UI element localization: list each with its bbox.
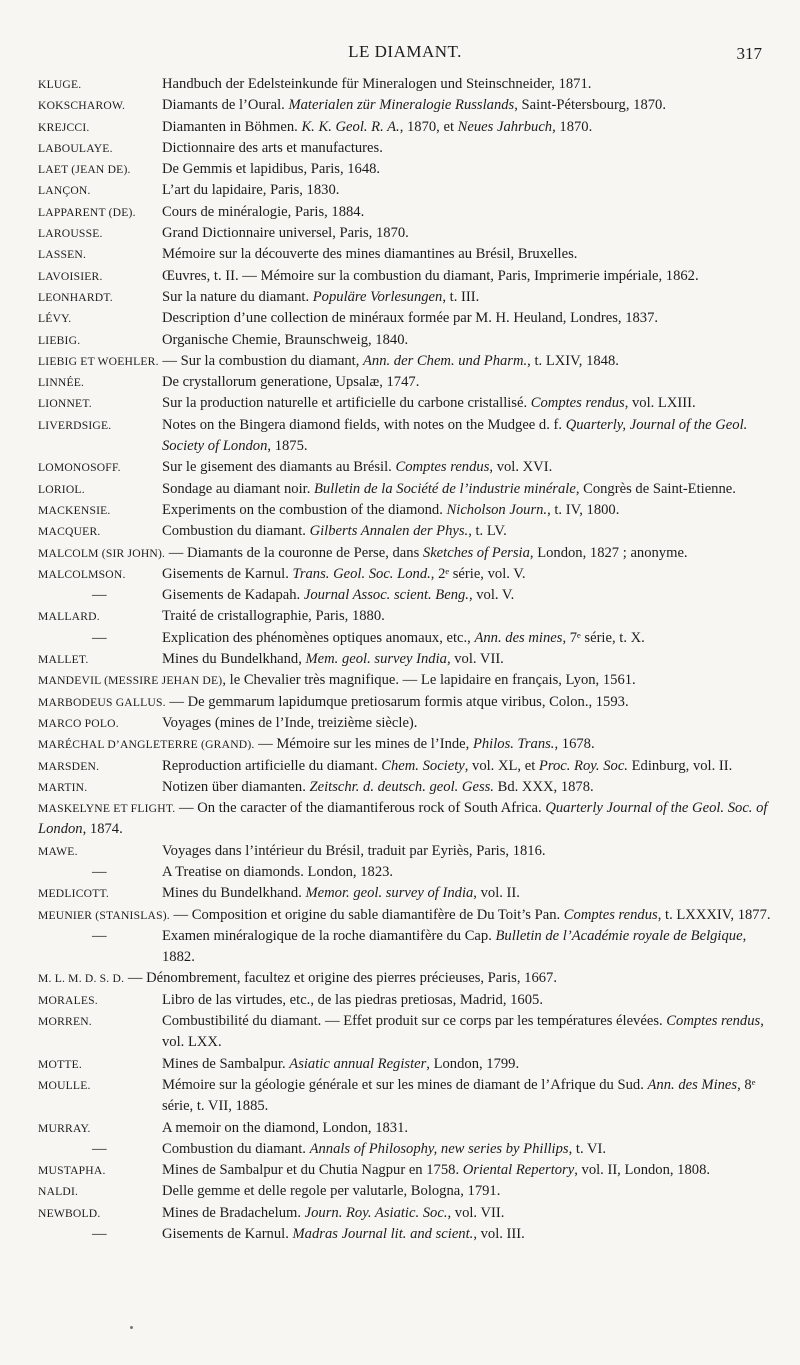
entry-text-run: Sur le gisement des diamants au Brésil. xyxy=(162,459,396,476)
entry-author: KOKSCHAROW. xyxy=(38,99,126,113)
entry-text-run: Bd. XXX, 1878. xyxy=(493,778,594,795)
entry-text-run: Sur la production naturelle et artificielle du carbone cristallisé. xyxy=(162,395,531,412)
entry-text-run: Diamanten in Böhmen. xyxy=(162,118,302,135)
entry-text-run: — Sur la combustion du diamant, xyxy=(158,352,363,369)
bibliography-entry xyxy=(38,734,780,755)
entry-author: MORREN. xyxy=(38,1015,92,1029)
entry-title-italic: Ann. der Chem. und Pharm. xyxy=(363,352,528,369)
entry-title-italic: Philos. Trans. xyxy=(472,736,555,753)
entry-author: — xyxy=(92,629,107,646)
entry-author: MANDEVIL (MESSIRE JEHAN DE) xyxy=(38,674,223,688)
entry-text xyxy=(162,841,780,862)
entry-title-italic: Neues Jahrbuch xyxy=(457,118,553,135)
bibliography-entry xyxy=(38,159,780,180)
entry-title-italic: Quarterly, Journal of the Geol. Society of London xyxy=(162,416,748,455)
page-header xyxy=(40,42,770,68)
entry-author: NEWBOLD. xyxy=(38,1206,101,1220)
entry-text-run: , le Chevalier très magnifique. — Le lapidaire en français, Lyon, 1561. xyxy=(222,672,636,689)
entry-text-run: , 1875. xyxy=(267,438,308,455)
entry-text xyxy=(162,1203,780,1224)
bibliography-entry xyxy=(38,351,780,372)
entry-text xyxy=(162,1075,780,1118)
entry-text-run: , 1870, et xyxy=(399,118,458,135)
entry-text-run: , vol. VII. xyxy=(447,1204,505,1221)
entry-text xyxy=(162,223,780,244)
entry-title-italic: Ann. des Mines xyxy=(647,1076,738,1093)
entry-author: LORIOL. xyxy=(38,482,85,496)
entry-author: — xyxy=(92,927,107,944)
entry-text xyxy=(162,330,780,351)
entry-text xyxy=(162,372,780,393)
bibliography-entry xyxy=(38,180,780,201)
bibliography-entry xyxy=(38,1224,780,1245)
entry-author: MALLARD. xyxy=(38,610,100,624)
bibliography-entry xyxy=(38,1075,780,1118)
entry-author: LIEBIG ET WOEHLER. xyxy=(38,354,159,368)
entry-title-italic: K. K. Geol. R. A. xyxy=(301,118,400,135)
entry-text-run: De Gemmis et lapidibus, Paris, 1648. xyxy=(162,161,381,178)
entry-author: MUSTAPHA. xyxy=(38,1164,106,1178)
entry-text-run: , London, 1827 ; anonyme. xyxy=(529,544,688,561)
entry-text-run: — De gemmarum lapidumque pretiosarum formis atque viribus, Colon., 1593. xyxy=(165,693,629,710)
entry-author: MALLET. xyxy=(38,653,89,667)
entry-text-run: — Diamants de la couronne de Perse, dans xyxy=(165,544,423,561)
entry-text-run: Notes on the Bingera diamond fields, with notes on the Mudgee d. f. xyxy=(162,416,566,433)
entry-title-italic: Comptes rendus xyxy=(395,459,490,476)
entry-text xyxy=(162,1011,780,1054)
entry-title-italic: Bulletin de l’Académie royale de Belgique xyxy=(495,927,743,944)
entry-text xyxy=(162,1139,780,1160)
entry-author: LABOULAYE. xyxy=(38,141,113,155)
entry-text xyxy=(162,649,780,670)
entry-text-run: Mines de Bradachelum. xyxy=(162,1204,305,1221)
entry-text xyxy=(162,606,780,627)
entry-author: — xyxy=(92,1226,107,1243)
entry-text-run: Description d’une collection de minéraux formée par M. H. Heuland, Londres, 1837. xyxy=(162,310,659,327)
entry-text-run: De crystallorum generatione, Upsalæ, 1747. xyxy=(162,374,420,391)
entry-text-run: Mines de Sambalpur. xyxy=(162,1055,290,1072)
entry-text-run: , t. LXIV, 1848. xyxy=(527,352,619,369)
entry-text-run: Gisements de Kadapah. xyxy=(162,587,304,604)
entry-text-run: , vol. LXX. xyxy=(162,1013,764,1051)
entry-text xyxy=(162,393,780,414)
entry-text xyxy=(162,479,780,500)
entry-author: MURRAY. xyxy=(38,1121,91,1135)
bibliography-entry xyxy=(38,479,780,500)
bibliography-entry xyxy=(38,266,780,287)
bibliography-entry xyxy=(38,415,780,458)
bibliography-entry xyxy=(38,543,780,564)
entry-text-run: Edinburg, vol. II. xyxy=(627,757,733,774)
entry-author: MARTIN. xyxy=(38,780,88,794)
bibliography-entry xyxy=(38,287,780,308)
bibliography-entry xyxy=(38,606,780,627)
bibliography-entry xyxy=(38,202,780,223)
entry-author: LAROUSSE. xyxy=(38,227,103,241)
entry-author: MORALES. xyxy=(38,993,98,1007)
entry-author: KLUGE. xyxy=(38,78,82,91)
bibliography-entry xyxy=(38,95,780,116)
bibliography-entry xyxy=(38,585,780,606)
entry-title-italic: Chem. Society xyxy=(381,757,465,774)
entry-text-run: Mines du Bundelkhand. xyxy=(162,885,306,902)
bibliography-list xyxy=(38,74,780,1245)
entry-text-run: , vol. LXIII. xyxy=(624,395,696,412)
entry-text-run: — Mémoire sur les mines de l’Inde, xyxy=(254,736,473,753)
entry-text-run: Libro de las virtudes, etc., de las piedras pretiosas, Madrid, 1605. xyxy=(162,991,543,1008)
entry-text-run: Experiments on the combustion of the diamond. xyxy=(162,501,447,518)
bibliography-entry xyxy=(38,564,780,585)
entry-text-run: Voyages (mines de l’Inde, treizième siècle). xyxy=(162,714,418,731)
entry-text-run: , 7ᵉ série, t. X. xyxy=(562,629,645,646)
entry-text-run: — Composition et origine du sable diamantifère de Du Toit’s Pan. xyxy=(169,906,564,923)
bibliography-entry xyxy=(38,841,780,862)
entry-text-run: , 1882. xyxy=(162,927,747,966)
entry-text-run: , t. LXXXIV, 1877. xyxy=(657,906,771,923)
entry-text xyxy=(162,1181,780,1202)
entry-title-italic: Madras Journal lit. and scient. xyxy=(292,1226,474,1243)
entry-text-run: Voyages dans l’intérieur du Brésil, traduit par Eyriès, Paris, 1816. xyxy=(162,842,546,859)
bibliography-entry xyxy=(38,990,780,1011)
entry-author: LEONHARDT. xyxy=(38,290,113,304)
bibliography-entry xyxy=(38,74,780,95)
entry-author: MACKENSIE. xyxy=(38,503,111,517)
bibliography-entry xyxy=(38,330,780,351)
entry-author: LANÇON. xyxy=(38,184,91,198)
bibliography-entry xyxy=(38,968,780,989)
entry-text xyxy=(162,926,780,969)
entry-author: MARÉCHAL D’ANGLETERRE (GRAND). xyxy=(38,738,255,752)
bibliography-entry xyxy=(38,777,780,798)
entry-text xyxy=(162,862,780,883)
bibliography-entry xyxy=(38,649,780,670)
entry-author: MOTTE. xyxy=(38,1057,83,1071)
entry-text xyxy=(162,500,780,521)
entry-author: MOULLE. xyxy=(38,1078,91,1092)
bibliography-entry xyxy=(38,1011,780,1054)
entry-text-run: Explication des phénomènes optiques anomaux, etc., xyxy=(162,629,475,646)
entry-text-run: Mémoire sur la géologie générale et sur les mines de diamant de l’Afrique du Sud. xyxy=(162,1076,648,1093)
entry-author: MALCOLM (SIR JOHN). xyxy=(38,546,166,560)
entry-text xyxy=(162,117,780,138)
entry-text-run: , vol. III. xyxy=(473,1226,525,1243)
entry-title-italic: Proc. Roy. Soc. xyxy=(538,757,628,774)
bibliography-entry xyxy=(38,308,780,329)
entry-text xyxy=(162,777,780,798)
bibliography-entry xyxy=(38,117,780,138)
entry-title-italic: Bulletin de la Société de l’industrie minérale xyxy=(314,480,576,497)
entry-author: MARSDEN. xyxy=(38,759,100,773)
entry-author: LIEBIG. xyxy=(38,333,81,347)
bibliography-entry xyxy=(38,244,780,265)
bibliography-entry xyxy=(38,500,780,521)
entry-text xyxy=(162,180,780,201)
entry-text-run: Dictionnaire des arts et manufactures. xyxy=(162,139,383,156)
bibliography-entry xyxy=(38,692,780,713)
entry-author: MASKELYNE ET FLIGHT. xyxy=(38,802,176,816)
entry-text-run: , 1678. xyxy=(554,736,595,753)
entry-text xyxy=(162,585,780,606)
entry-author: LASSEN. xyxy=(38,248,87,262)
entry-text-run: Œuvres, t. II. — Mémoire sur la combustion du diamant, Paris, Imprimerie impériale, 1862. xyxy=(162,267,699,284)
bibliography-entry xyxy=(38,670,780,691)
entry-author: KREJCCI. xyxy=(38,120,90,134)
entry-title-italic: Journal Assoc. scient. Beng. xyxy=(303,587,469,604)
entry-text-run: Gisements de Karnul. xyxy=(162,1226,293,1243)
entry-author: MACQUER. xyxy=(38,525,101,539)
entry-text xyxy=(162,308,780,329)
entry-title-italic: Comptes rendus xyxy=(530,395,625,412)
bibliography-entry xyxy=(38,905,780,926)
entry-title-italic: Mem. geol. survey India xyxy=(305,651,447,668)
entry-text xyxy=(162,244,780,265)
entry-text-run: , t. III. xyxy=(442,288,480,305)
entry-text-run: Notizen über diamanten. xyxy=(162,778,310,795)
entry-author: LAVOISIER. xyxy=(38,269,103,283)
entry-text-run: , vol. II. xyxy=(473,885,520,902)
entry-text-run: , t. IV, 1800. xyxy=(547,501,620,518)
entry-title-italic: Sketches of Persia xyxy=(422,544,530,561)
running-title: LE DIAMANT. xyxy=(348,42,462,61)
entry-text-run: Mines du Bundelkhand, xyxy=(162,651,306,668)
entry-text-run: , vol. XL, et xyxy=(464,757,539,774)
entry-title-italic: Oriental Repertory xyxy=(462,1162,575,1179)
entry-text-run: — Dénombrement, facultez et origine des pierres précieuses, Paris, 1667. xyxy=(124,970,557,987)
bibliography-entry xyxy=(38,1203,780,1224)
entry-text-run: Combustion du diamant. xyxy=(162,1140,310,1157)
entry-text-run: , t. VI. xyxy=(568,1140,607,1157)
bibliography-entry xyxy=(38,713,780,734)
bibliography-entry xyxy=(38,372,780,393)
entry-text-run: Sur la nature du diamant. xyxy=(162,288,313,305)
entry-text xyxy=(162,713,780,734)
entry-text xyxy=(162,202,780,223)
entry-text xyxy=(162,990,780,1011)
entry-text xyxy=(162,756,780,777)
entry-text-run: , vol. VII. xyxy=(446,651,504,668)
bibliography-entry xyxy=(38,457,780,478)
entry-author: MALCOLMSON. xyxy=(38,567,126,581)
entry-text-run: , 1874. xyxy=(82,821,123,838)
entry-text xyxy=(162,95,780,116)
bibliography-entry xyxy=(38,628,780,649)
entry-text xyxy=(162,1224,780,1245)
entry-author: MARBODEUS GALLUS. xyxy=(38,695,166,709)
entry-author: MEDLICOTT. xyxy=(38,887,110,901)
entry-text xyxy=(162,138,780,159)
entry-author: — xyxy=(92,1140,107,1157)
entry-title-italic: Ann. des mines xyxy=(474,629,563,646)
entry-text xyxy=(162,74,780,95)
entry-text xyxy=(162,1160,780,1181)
entry-text xyxy=(162,159,780,180)
bibliography-entry xyxy=(38,798,780,841)
entry-text-run: Mines de Sambalpur et du Chutia Nagpur en 1758. xyxy=(162,1162,463,1179)
entry-text-run: , vol. V. xyxy=(468,587,515,604)
entry-title-italic: Comptes rendus xyxy=(666,1013,761,1030)
entry-text-run: Reproduction artificielle du diamant. xyxy=(162,757,382,774)
entry-text-run: A Treatise on diamonds. London, 1823. xyxy=(162,863,394,880)
entry-text xyxy=(162,883,780,904)
entry-title-italic: Comptes rendus xyxy=(563,906,658,923)
entry-text xyxy=(162,1118,780,1139)
entry-text-run: Grand Dictionnaire universel, Paris, 1870. xyxy=(162,225,409,242)
entry-text-run: Gisements de Karnul. xyxy=(162,565,293,582)
entry-text-run: — On the caracter of the diamantiferous rock of South Africa. xyxy=(175,800,546,817)
entry-text-run: , 8ᵉ série, t. VII, 1885. xyxy=(162,1076,756,1115)
entry-text-run: , Congrès de Saint-Etienne. xyxy=(575,480,736,497)
entry-title-italic: Trans. Geol. Soc. Lond. xyxy=(292,565,431,582)
entry-text-run: Sondage au diamant noir. xyxy=(162,480,314,497)
entry-author: LIONNET. xyxy=(38,397,92,411)
entry-text-run: Delle gemme et delle regole per valutarle, Bologna, 1791. xyxy=(162,1183,501,1200)
entry-text-run: Combustion du diamant. xyxy=(162,523,310,540)
entry-text xyxy=(162,287,780,308)
entry-text xyxy=(162,266,780,287)
entry-author: LÉVY. xyxy=(38,312,72,326)
entry-text xyxy=(162,521,780,542)
entry-title-italic: Journ. Roy. Asiatic. Soc. xyxy=(304,1204,448,1221)
bibliography-entry xyxy=(38,223,780,244)
entry-text-run: Cours de minéralogie, Paris, 1884. xyxy=(162,203,365,220)
bibliography-entry xyxy=(38,1118,780,1139)
entry-text-run: , vol. XVI. xyxy=(489,459,553,476)
entry-text xyxy=(162,564,780,585)
entry-text-run: , t. LV. xyxy=(468,523,507,540)
entry-author: MAWE. xyxy=(38,844,78,858)
entry-text-run: Combustibilité du diamant. — Effet produit sur ce corps par les températures élevées. xyxy=(162,1013,667,1030)
entry-text xyxy=(162,457,780,478)
entry-text-run: Diamants de l’Oural. xyxy=(162,97,289,114)
bibliography-entry xyxy=(38,138,780,159)
entry-title-italic: Asiatic annual Register xyxy=(289,1055,427,1072)
entry-text-run: L’art du lapidaire, Paris, 1830. xyxy=(162,182,340,199)
entry-title-italic: Materialen zür Mineralogie Russlands xyxy=(288,97,515,114)
entry-title-italic: Gilberts Annalen der Phys. xyxy=(309,523,469,540)
bibliography-entry xyxy=(38,521,780,542)
entry-text-run: Traité de cristallographie, Paris, 1880. xyxy=(162,608,385,625)
entry-text xyxy=(162,415,780,458)
entry-text-run: Handbuch der Edelsteinkunde für Mineralogen und Steinschneider, 1871. xyxy=(162,76,592,92)
entry-text-run: , 1870. xyxy=(552,118,593,135)
entry-title-italic: Memor. geol. survey of India xyxy=(305,885,474,902)
entry-title-italic: Annals of Philosophy, new series by Phillips xyxy=(309,1140,569,1157)
bibliography-entry xyxy=(38,1054,780,1075)
entry-title-italic: Zeitschr. d. deutsch. geol. Gess. xyxy=(309,778,494,795)
bibliography-entry xyxy=(38,1181,780,1202)
entry-text-run: , Saint-Pétersbourg, 1870. xyxy=(514,97,666,114)
entry-text xyxy=(162,628,780,649)
entry-title-italic: Quarterly Journal of the Geol. Soc. of London xyxy=(38,800,768,838)
entry-author: — xyxy=(92,587,107,604)
entry-text xyxy=(162,1054,780,1075)
entry-text-run: , London, 1799. xyxy=(426,1055,520,1072)
entry-text-run: Examen minéralogique de la roche diamantifère du Cap. xyxy=(162,927,496,944)
paper-speck xyxy=(130,1326,133,1329)
bibliography-entry xyxy=(38,756,780,777)
page-number: 317 xyxy=(736,44,762,63)
entry-text-run: , vol. II, London, 1808. xyxy=(574,1162,711,1179)
bibliography-entry xyxy=(38,393,780,414)
bibliography-entry xyxy=(38,926,780,969)
entry-author: LAPPARENT (DE). xyxy=(38,205,136,219)
bibliography-entry xyxy=(38,862,780,883)
entry-text-run: , 2ᵉ série, vol. V. xyxy=(430,565,526,582)
entry-text-run: Mémoire sur la découverte des mines diamantines au Brésil, Bruxelles. xyxy=(162,246,578,263)
entry-author: M. L. M. D. S. D. xyxy=(38,972,125,986)
entry-title-italic: Nicholson Journ. xyxy=(446,501,548,518)
bibliography-entry xyxy=(38,1160,780,1181)
entry-text-run: A memoir on the diamond, London, 1831. xyxy=(162,1119,409,1136)
entry-author: — xyxy=(92,863,107,880)
bibliography-entry xyxy=(38,883,780,904)
entry-author: LOMONOSOFF. xyxy=(38,461,121,475)
entry-text-run: Organische Chemie, Braunschweig, 1840. xyxy=(162,331,409,348)
bibliography-entry xyxy=(38,1139,780,1160)
entry-author: LAET (JEAN DE). xyxy=(38,163,131,177)
entry-author: MARCO POLO. xyxy=(38,716,119,730)
entry-author: LIVERDSIGE. xyxy=(38,418,112,432)
entry-author: MEUNIER (STANISLAS). xyxy=(38,908,170,922)
entry-title-italic: Populäre Vorlesungen xyxy=(312,288,443,305)
entry-author: NALDI. xyxy=(38,1185,79,1199)
entry-author: LINNÉE. xyxy=(38,376,85,390)
